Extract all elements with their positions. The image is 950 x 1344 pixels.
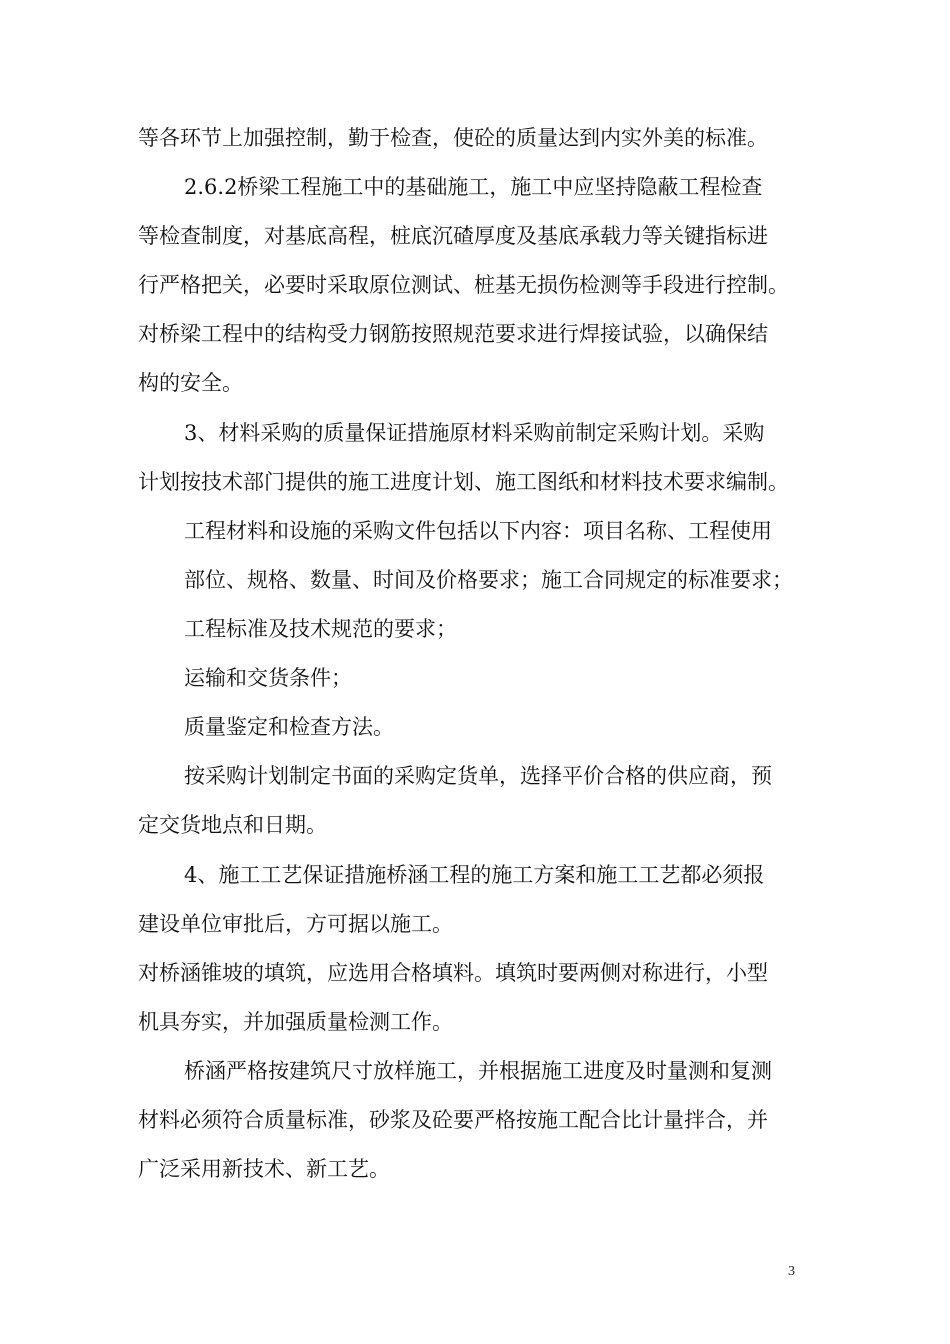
text-line: 建设单位审批后，方可据以施工。 [138, 912, 453, 936]
text-line: 质量鉴定和检查方法。 [184, 715, 394, 739]
text-line: 广泛采用新技术、新工艺。 [138, 1157, 390, 1181]
text-line: 4、施工工艺保证措施桥涵工程的施工方案和施工工艺都必须报 [184, 863, 765, 887]
text-line: 对桥涵锥坡的填筑，应选用合格填料。填筑时要两侧对称进行，小型 [138, 961, 768, 985]
text-line: 行严格把关，必要时采取原位测试、桩基无损伤检测等手段进行控制。 [138, 273, 789, 297]
text-line: 工程材料和设施的采购文件包括以下内容：项目名称、工程使用 [184, 519, 772, 543]
text-line: 等各环节上加强控制，勤于检查，使砼的质量达到内实外美的标准。 [138, 126, 768, 150]
text-line: 2.6.2桥梁工程施工中的基础施工，施工中应坚持隐蔽工程检查 [184, 175, 763, 199]
text-line: 桥涵严格按建筑尺寸放样施工，并根据施工进度及时量测和复测 [184, 1059, 772, 1083]
text-line: 定交货地点和日期。 [138, 813, 327, 837]
text-line: 等检查制度，对基底高程，桩底沉碴厚度及基底承载力等关键指标进 [138, 224, 768, 248]
text-line: 部位、规格、数量、时间及价格要求；施工合同规定的标准要求； [184, 568, 793, 592]
text-line: 按采购计划制定书面的采购定货单，选择平价合格的供应商，预 [184, 764, 772, 788]
page-number: 3 [788, 1264, 795, 1279]
text-line: 材料必须符合质量标准，砂浆及砼要严格按施工配合比计量拌合，并 [138, 1108, 768, 1132]
text-line: 工程标准及技术规范的要求； [184, 617, 457, 641]
text-line: 对桥梁工程中的结构受力钢筋按照规范要求进行焊接试验，以确保结 [138, 322, 768, 346]
text-line: 运输和交货条件； [184, 666, 352, 690]
text-line: 机具夯实，并加强质量检测工作。 [138, 1010, 453, 1034]
text-line: 构的安全。 [138, 371, 243, 395]
text-line: 3、材料采购的质量保证措施原材料采购前制定采购计划。采购 [184, 421, 765, 445]
text-line: 计划按技术部门提供的施工进度计划、施工图纸和材料技术要求编制。 [138, 470, 789, 494]
